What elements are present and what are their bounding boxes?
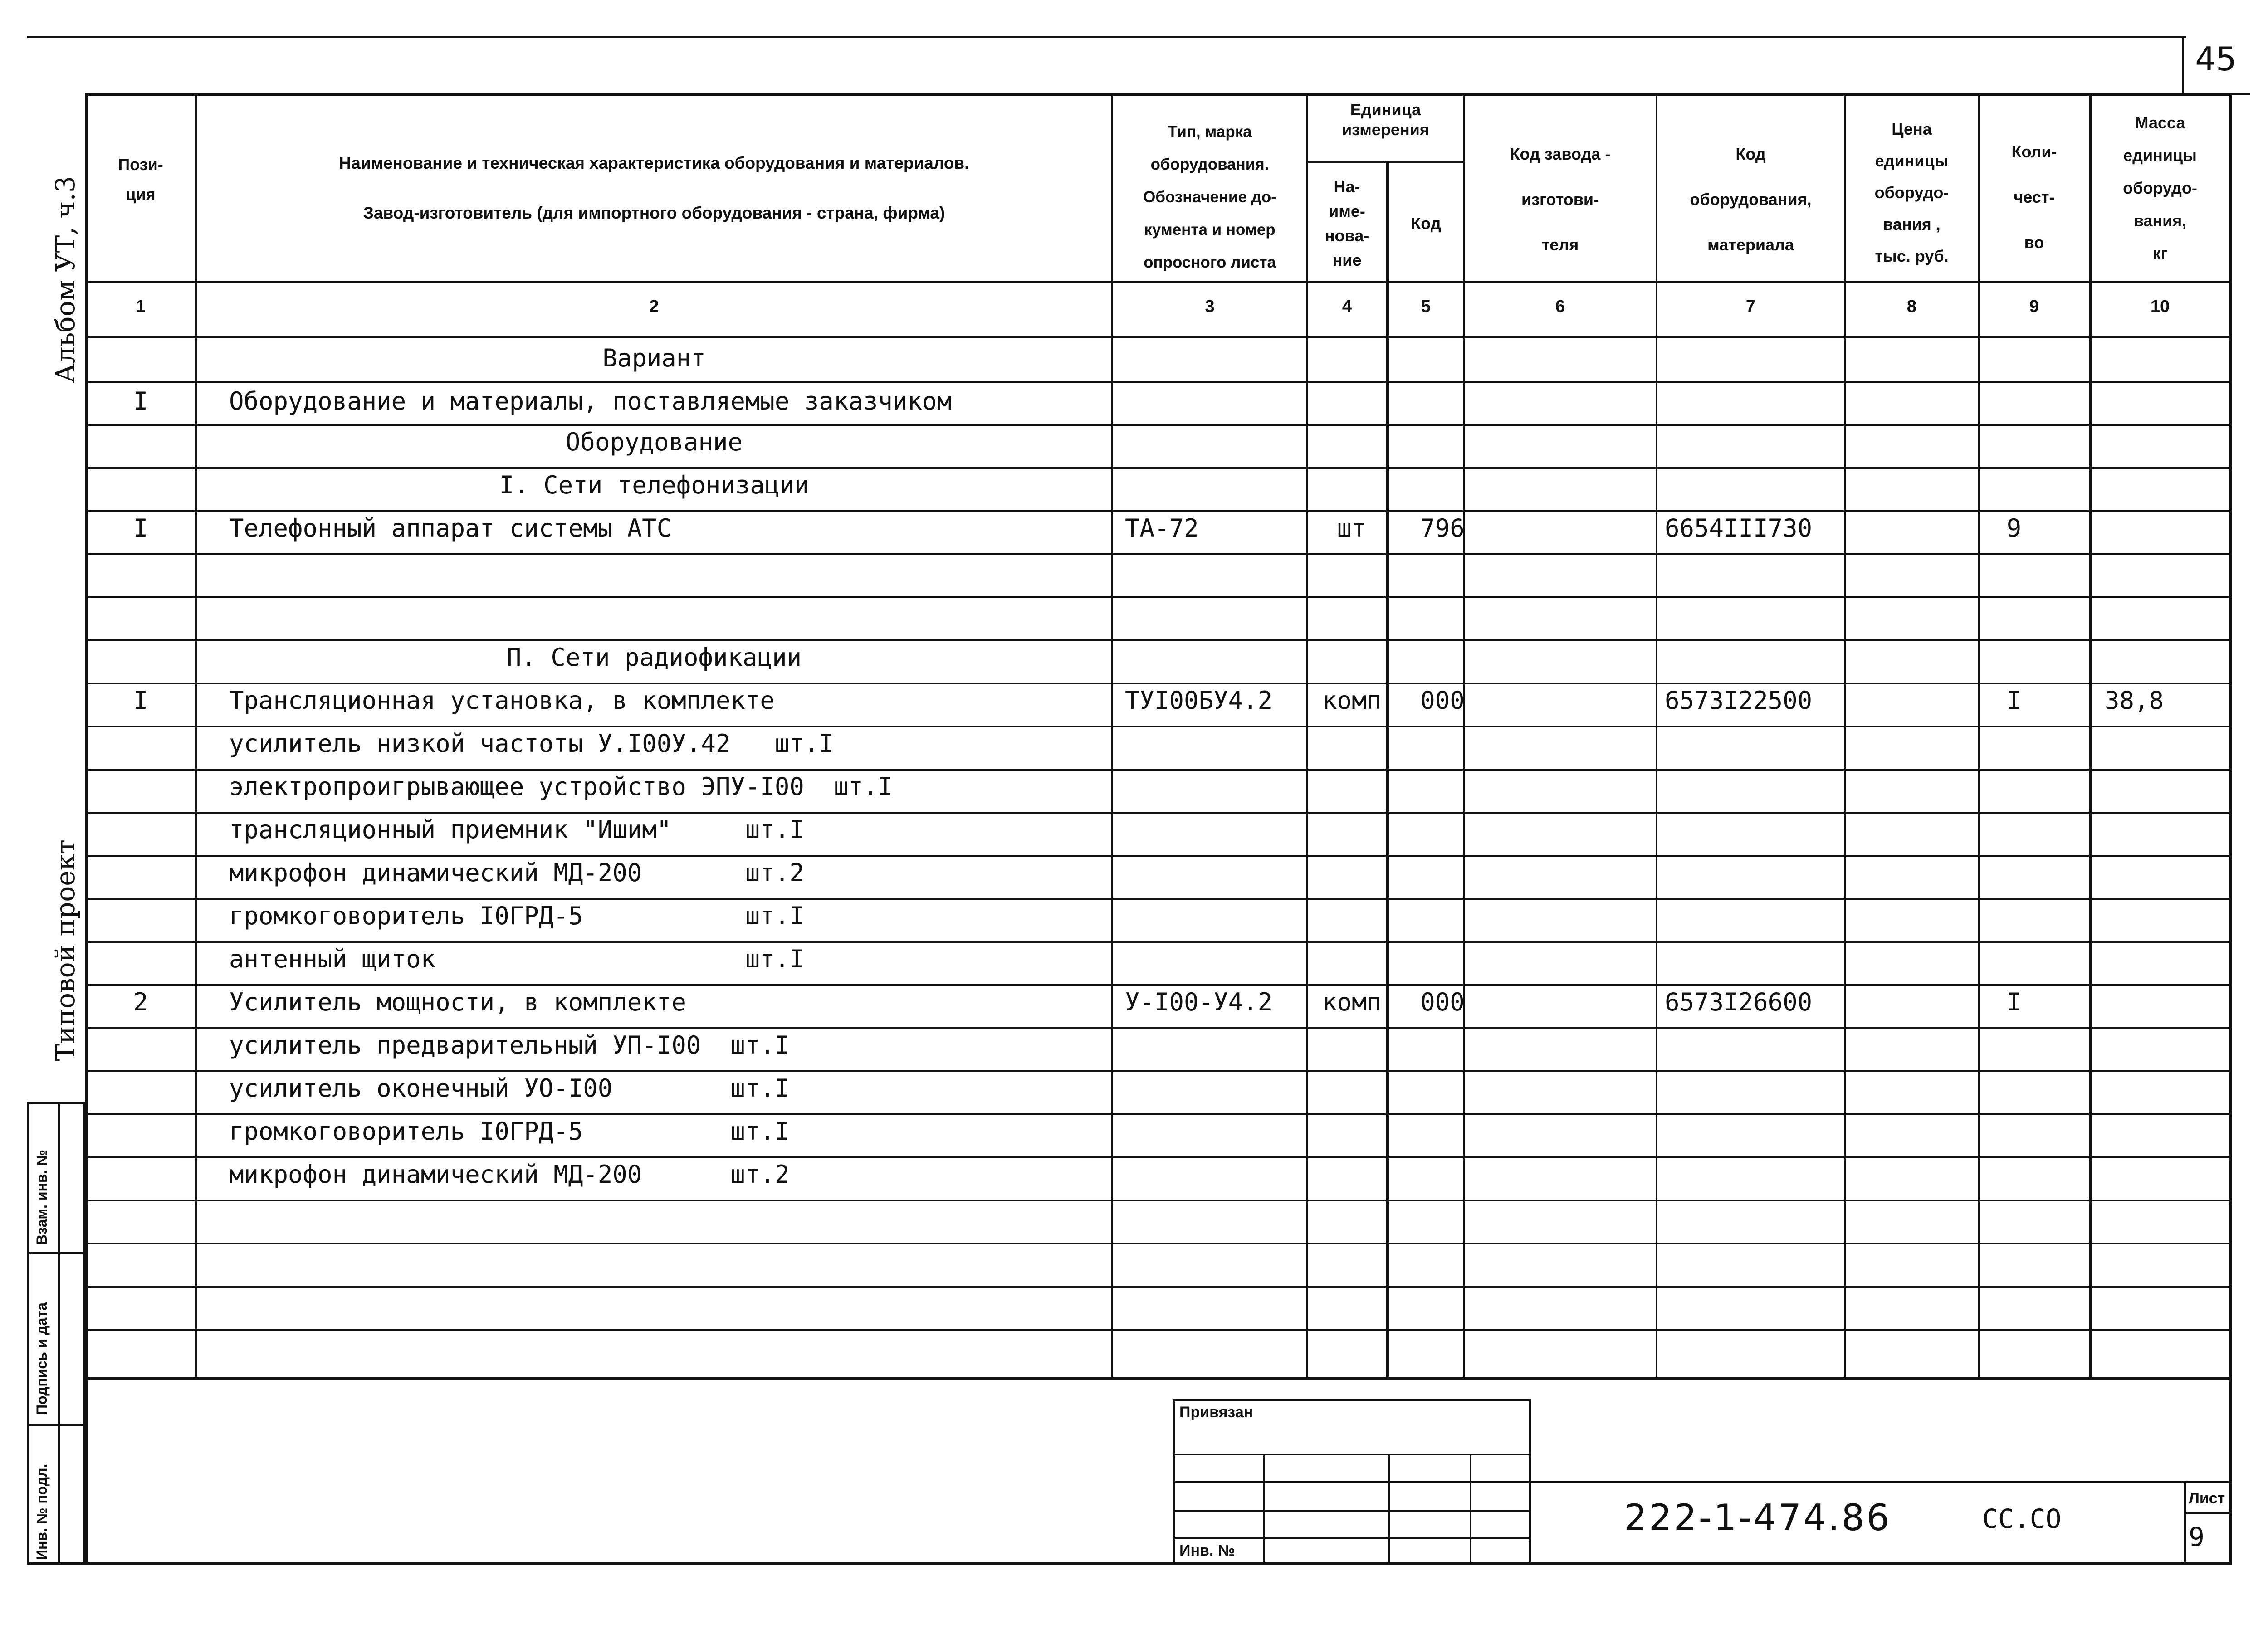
table-row-name: антенный щиток шт.I: [229, 945, 804, 973]
sheet-label: Лист: [2189, 1490, 2225, 1507]
table-bottom-line: [85, 1377, 2232, 1380]
column-number: 6: [1555, 297, 1565, 316]
header-plant-code: Код завода - изготови- теля: [1510, 145, 1611, 254]
row-line: [85, 467, 2232, 469]
row-line: [85, 639, 2232, 641]
table-row-name: Трансляционная установка, в комплекте: [229, 686, 775, 715]
row-line: [85, 941, 2232, 943]
row-line: [85, 1200, 2232, 1201]
column-number: 5: [1421, 297, 1431, 316]
sheet-number: 9: [2189, 1522, 2204, 1552]
table-row-name: трансляционный приемник "Ишим" шт.I: [229, 815, 804, 844]
row-line: [85, 553, 2232, 555]
title-block-line: [2184, 1512, 2232, 1514]
table-row-name: Телефонный аппарат системы АТС: [229, 514, 672, 542]
header-type: Тип, марка оборудования. Обозначение до- кумента и номер опросного листа: [1143, 123, 1276, 271]
table-row-position: I: [133, 514, 148, 542]
table-row-unit: комп: [1322, 988, 1382, 1016]
side-stamp-divider: [27, 1424, 85, 1426]
column-divider: [1463, 93, 1465, 1379]
page-number: 45: [2195, 40, 2237, 78]
side-stamp-divider: [58, 1102, 60, 1565]
tied-stamp-line: [1173, 1481, 1531, 1483]
table-row-unit-code: 796: [1420, 514, 1465, 542]
row-line: [85, 984, 2232, 986]
table-row-name: Оборудование и материалы, поставляемые заказчиком: [229, 387, 952, 415]
column-divider: [1656, 93, 1657, 1379]
table-row-equipment-code: 6654III730: [1665, 514, 1813, 542]
row-line: [85, 683, 2232, 684]
column-number: 9: [2029, 297, 2039, 316]
column-divider: [195, 93, 197, 1379]
table-row-type: ТУI00БУ4.2: [1125, 686, 1273, 715]
table-row-section-title: П. Сети радиофикации: [506, 643, 802, 672]
tied-stamp-line: [1388, 1454, 1390, 1565]
row-line: [85, 769, 2232, 771]
column-number: 7: [1745, 297, 1756, 316]
row-line: [85, 1113, 2232, 1115]
title-block-line: [1531, 1481, 2232, 1483]
table-row-name: Усилитель мощности, в комплекте: [229, 988, 686, 1016]
row-line: [85, 898, 2232, 900]
column-number: 4: [1342, 297, 1352, 316]
table-row-quantity: I: [2006, 686, 2022, 715]
column-number: 1: [136, 297, 146, 316]
table-row-quantity: 9: [2006, 514, 2022, 542]
table-row-equipment-code: 6573I26600: [1665, 988, 1813, 1016]
title-block-line: [2184, 1481, 2186, 1565]
inventory-label: Инв. №: [1179, 1542, 1235, 1559]
tied-stamp-label: Привязан: [1179, 1404, 1253, 1421]
row-line: [85, 424, 2232, 426]
table-row-unit: шт: [1337, 514, 1367, 542]
table-row-section-title: I. Сети телефонизации: [499, 471, 809, 499]
column-divider: [1111, 93, 1113, 1379]
table-row-quantity: I: [2006, 988, 2022, 1016]
header-quantity: Коли- чест- во: [2011, 142, 2057, 252]
header-bottom-line: [85, 281, 2232, 283]
top-border-line: [27, 36, 2186, 38]
row-line: [85, 1156, 2232, 1158]
document-suffix: СС.СО: [1982, 1503, 2062, 1534]
table-row-name: микрофон динамический МД-200 шт.2: [229, 858, 804, 887]
column-number: 3: [1205, 297, 1215, 316]
column-divider: [1978, 93, 1980, 1379]
row-line: [85, 1070, 2232, 1072]
row-line: [85, 855, 2232, 857]
header-position: Пози- ция: [118, 155, 163, 204]
table-row-unit: комп: [1322, 686, 1382, 715]
row-line: [85, 812, 2232, 814]
table-row-equipment-code: 6573I22500: [1665, 686, 1813, 715]
tied-stamp-line: [1173, 1537, 1531, 1539]
tied-stamp-line: [1470, 1454, 1471, 1565]
header-unit-group: Единица измерения: [1342, 100, 1429, 139]
column-number-line: [85, 336, 2232, 338]
row-line: [85, 1243, 2232, 1244]
table-row-name: электропроигрывающее устройство ЭПУ-I00 шт.I: [229, 772, 893, 801]
table-row-mass: 38,8: [2105, 686, 2164, 715]
tied-stamp-line: [1173, 1454, 1531, 1455]
table-row-position: I: [133, 387, 148, 415]
header-unit-code: Код: [1411, 214, 1441, 233]
column-number: 2: [649, 297, 659, 316]
table-row-type: ТА-72: [1125, 514, 1199, 542]
column-divider: [2089, 93, 2092, 1379]
tied-stamp-line: [1263, 1454, 1265, 1565]
table-row-section-title: Вариант: [602, 344, 706, 372]
side-label-replace: Взам. инв. №: [34, 1150, 50, 1245]
column-divider: [1844, 93, 1846, 1379]
table-row-name: усилитель предварительный УП-I00 шт.I: [229, 1031, 790, 1059]
side-label-signature: Подпись и дата: [34, 1302, 50, 1415]
row-line: [85, 1329, 2232, 1331]
row-line: [85, 1286, 2232, 1288]
column-number: 10: [2150, 297, 2170, 316]
header-unit-name: На- име- нова- ние: [1325, 177, 1369, 269]
table-row-name: громкоговоритель I0ГРД-5 шт.I: [229, 1117, 790, 1146]
row-line: [85, 596, 2232, 598]
table-row-name: усилитель оконечный УО-I00 шт.I: [229, 1074, 790, 1102]
side-label-inventory: Инв. № подл.: [34, 1463, 50, 1560]
table-row-name: усилитель низкой частоты У.I00У.42 шт.I: [229, 729, 834, 758]
table-row-unit-code: 000: [1420, 686, 1465, 715]
header-name: Наименование и техническая характеристика оборудования и материалов. Завод-изготовитель (для импортного оборудования - страна, фирма): [339, 154, 969, 222]
header-unit-price: Цена единицы оборудо- вания , тыс. руб.: [1874, 120, 1949, 265]
table-row-unit-code: 000: [1420, 988, 1465, 1016]
column-number: 8: [1906, 297, 1917, 316]
side-stamp-divider: [27, 1252, 85, 1254]
tied-stamp-line: [1173, 1510, 1531, 1512]
header-equipment-code: Код оборудования, материала: [1690, 145, 1812, 254]
row-line: [85, 1027, 2232, 1029]
table-row-name: громкоговоритель I0ГРД-5 шт.I: [229, 902, 804, 930]
document-number: 222-1-474.86: [1624, 1497, 1892, 1539]
table-row-name: микрофон динамический МД-200 шт.2: [229, 1160, 790, 1189]
album-label: Альбом УТ, ч.3: [50, 176, 81, 383]
table-row-section-title: Оборудование: [565, 428, 743, 456]
row-line: [85, 510, 2232, 512]
column-divider: [1306, 93, 1308, 1379]
table-row-position: 2: [133, 988, 148, 1016]
row-line: [85, 726, 2232, 727]
row-line: [85, 381, 2232, 383]
table-row-type: У-I00-У4.2: [1125, 988, 1273, 1016]
unit-header-divider: [1306, 161, 1463, 163]
project-label: Типовой проект: [50, 839, 81, 1061]
header-unit-mass: Масса единицы оборудо- вания, кг: [2123, 113, 2197, 263]
table-row-position: I: [133, 686, 148, 715]
